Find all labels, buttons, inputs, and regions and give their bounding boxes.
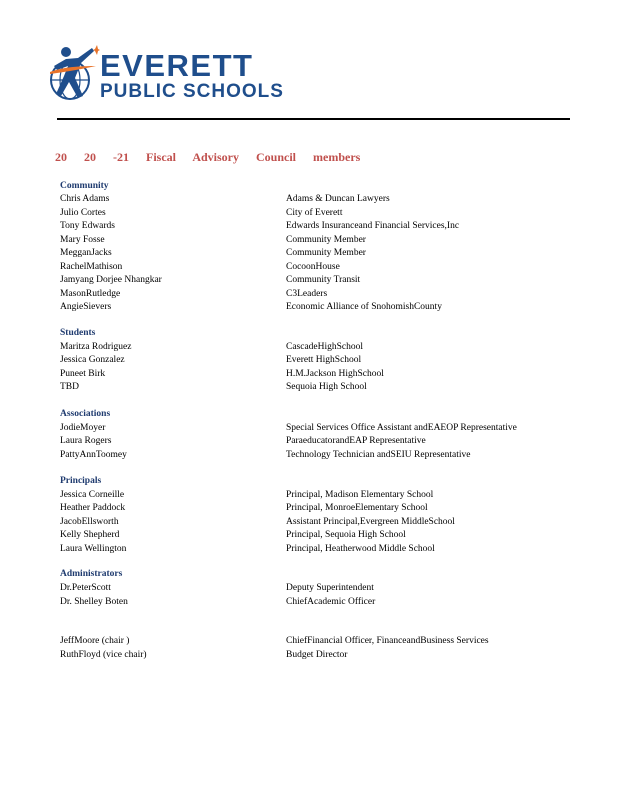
member-role: Community Member [286,248,366,258]
member-name: Kelly Shepherd [60,530,120,540]
member-name: AngieSievers [60,302,112,312]
member-role: Everett HighSchool [286,355,362,365]
member-name: Chris Adams [60,194,110,204]
member-name: RachelMathison [60,262,123,272]
member-name: Jessica Gonzalez [60,355,125,365]
member-role: Community Member [286,235,366,245]
section-heading-principals: Principals [60,476,102,486]
section-heading-associations: Associations [60,409,111,419]
member-name: RuthFloyd (vice chair) [60,650,147,660]
member-role: Sequoia High School [286,382,367,392]
member-role: Special Services Office Assistant andEAEOP Representative [286,423,517,433]
member-role: Principal, Sequoia High School [286,530,406,540]
member-role: Community Transit [286,275,361,285]
member-role: Principal, Heatherwood Middle School [286,544,435,554]
district-logo [48,44,298,106]
member-role: CocoonHouse [286,262,340,272]
member-role: CascadeHighSchool [286,342,364,352]
member-name: Julio Cortes [60,208,106,218]
member-name: Laura Rogers [60,436,112,446]
member-name: Dr. Shelley Boten [60,597,128,607]
logo-figure-icon [48,44,100,106]
member-role: Economic Alliance of SnohomishCounty [286,302,442,312]
member-role: Technology Technician andSEIU Representative [286,450,471,460]
member-name: JacobEllsworth [60,517,119,527]
member-role: ChiefAcademic Officer [286,597,376,607]
section-heading-community: Community [60,181,109,191]
member-name: JeffMoore (chair ) [60,636,130,646]
member-name: Tony Edwards [60,221,116,231]
member-role: ParaeducatorandEAP Representative [286,436,426,446]
member-name: Heather Paddock [60,503,126,513]
member-role: Principal, MonroeElementary School [286,503,428,513]
member-name: PattyAnnToomey [60,450,127,460]
member-role: H.M.Jackson HighSchool [286,369,384,379]
member-role: Edwards Insuranceand Financial Services,Inc [286,221,460,231]
member-role: Deputy Superintendent [286,583,374,593]
member-name: Jessica Corneille [60,490,125,500]
member-name: Puneet Birk [60,369,106,379]
member-name: MasonRutledge [60,289,121,299]
section-heading-administrators: Administrators [60,569,123,579]
member-role: Budget Director [286,650,348,660]
member-role: C3Leaders [286,289,328,299]
member-role: Assistant Principal,Evergreen MiddleSchool [286,517,455,527]
member-name: TBD [60,382,79,392]
member-name: MegganJacks [60,248,112,258]
page-title: 20 20 -21 Fiscal Advisory Council members [55,150,361,164]
section-heading-students: Students [60,328,96,338]
logo-line-2: PUBLIC SCHOOLS [100,81,284,102]
member-name: Jamyang Dorjee Nhangkar [60,275,162,285]
member-name: Maritza Rodriguez [60,342,132,352]
member-role: ChiefFinancial Officer, FinanceandBusiness Services [286,636,489,646]
member-role: Adams & Duncan Lawyers [286,194,390,204]
member-role: Principal, Madison Elementary School [286,490,434,500]
member-name: Laura Wellington [60,544,127,554]
header-rule [57,118,570,120]
member-name: Dr.PeterScott [60,583,111,593]
member-role: City of Everett [286,208,343,218]
member-name: Mary Fosse [60,235,105,245]
member-name: JodieMoyer [60,423,106,433]
logo-line-1: EVERETT [100,48,254,83]
